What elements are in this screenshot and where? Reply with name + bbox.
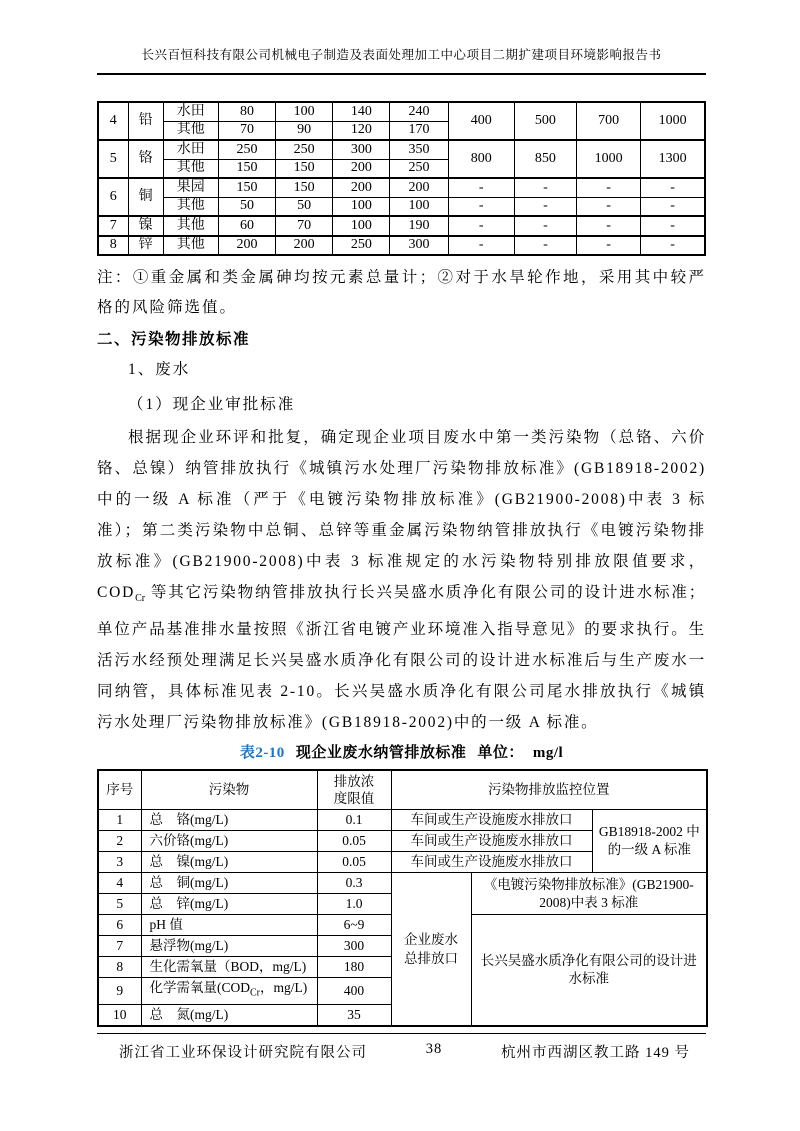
table-row [98,140,705,159]
col-header-location: 污染物排放监控位置 [391,770,707,810]
row-no: 9 [98,978,141,1005]
table-row [98,236,705,256]
row-no: 3 [98,852,141,873]
value-cell: 200 [333,178,390,197]
monitor-location-outfall-cell [391,873,471,1026]
limit-cell: 0.05 [317,831,391,852]
value-cell: - [641,178,705,197]
value-cell: - [514,178,576,197]
value-cell: - [577,236,641,256]
limit-cell: 0.05 [317,852,391,873]
monitor-location-cell: 车间或生产设施废水排放口 [391,831,592,852]
value-cell: 100 [333,216,390,236]
value-cell: 850 [514,140,576,178]
value-cell: 250 [218,140,275,159]
unit-value: mg/l [532,745,564,762]
value-cell: 1000 [641,102,705,140]
subsection-approval-standard: （1）现企业审批标准 [128,396,296,413]
value-cell: 250 [276,140,333,159]
cod-subscript: Cr [135,593,146,605]
land-type: 其他 [163,197,218,216]
limit-cell: 1.0 [317,894,391,915]
value-cell: 50 [218,197,275,216]
value-cell: 1000 [577,140,641,178]
land-type: 其他 [163,121,218,140]
metal-name: 铅 [128,102,163,140]
subsection-wastewater: 1、废水 [128,361,191,378]
row-no: 4 [98,102,128,140]
limit-cell: 0.1 [317,810,391,831]
value-cell: 70 [276,216,333,236]
footer-address: 杭州市西湖区教工路 149 号 [501,1045,690,1061]
value-cell: 200 [276,236,333,256]
standard-cell-gb18918: GB18918-2002 中的一级 A 标准 [592,810,707,873]
pollutant-cell [141,978,317,1005]
value-cell: 120 [333,121,390,140]
col-header-pollutant: 污染物 [141,770,317,810]
document-header-title: 长兴百恒科技有限公司机械电子制造及表面处理加工中心项目二期扩建项目环境影响报告书 [141,48,662,62]
table-row [98,178,705,197]
value-cell: - [448,236,514,256]
value-cell: 150 [276,178,333,197]
value-cell: - [448,216,514,236]
value-cell: 90 [276,121,333,140]
pollutant-cell: 悬浮物(mg/L) [141,936,317,957]
value-cell: - [514,216,576,236]
value-cell: 150 [276,159,333,178]
discharge-standards-table [97,769,708,1027]
paragraph-text-1: 根据现企业环评和批复，确定现企业项目废水中第一类污染物（总铬、六价铬、总镍）纳管排放执行《城镇污水处理厂污染物排放标准》(GB18918-2002)中的一级 A 标准（严于《电镀污染物排放标准》(GB21900-2008)中表 3 标准）；第二类污染物中总铜、总锌等重金属污染物纳管排放执行《电镀污染物排放标准》(GB21900-2008)中表 3 标准规定的水污染物特别排放限值要求，COD [97,429,706,601]
row-no: 1 [98,810,141,831]
value-cell: 150 [218,159,275,178]
value-cell: - [641,216,705,236]
land-type: 果园 [163,178,218,197]
value-cell: 60 [218,216,275,236]
row-no: 5 [98,894,141,915]
limit-cell: 300 [317,936,391,957]
land-type: 水田 [163,140,218,159]
value-cell: - [448,178,514,197]
pollutant-cell: 总 铜(mg/L) [141,873,317,894]
metal-name: 铜 [128,178,163,216]
limit-cell: 35 [317,1004,391,1026]
value-cell: - [577,216,641,236]
row-no: 5 [98,140,128,178]
monitor-location-cell: 车间或生产设施废水排放口 [391,852,592,873]
header-row [98,770,707,810]
table-row [98,810,707,831]
table-note: 注：①重金属和类金属砷均按元素总量计；②对于水旱轮作地，采用其中较严格的风险筛选值。 [97,269,706,316]
cod-subscript: Cr [250,987,260,999]
pollutant-cell: 总 铬(mg/L) [141,810,317,831]
table-2-10-title [97,741,706,765]
metal-name: 锌 [128,236,163,256]
value-cell: - [577,178,641,197]
value-cell: 200 [218,236,275,256]
table-row [98,873,707,894]
row-no: 6 [98,178,128,216]
soil-screening-table [97,101,706,256]
row-no: 8 [98,236,128,256]
value-cell: 150 [218,178,275,197]
value-cell: 100 [390,197,448,216]
pollutant-cell: 生化需氧量（BOD，mg/L) [141,957,317,978]
pollutant-cell: 总 氮(mg/L) [141,1004,317,1026]
document-footer [97,1033,706,1062]
value-cell: 300 [390,236,448,256]
col-header-no: 序号 [98,770,141,810]
value-cell: - [641,197,705,216]
footer-company: 浙江省工业环保设计研究院有限公司 [119,1045,367,1061]
table-row [98,197,705,216]
standard-cell-wusheng: 长兴吴盛水质净化有限公司的设计进水标准 [471,915,707,1026]
monitor-location-cell: 车间或生产设施废水排放口 [391,810,592,831]
value-cell: 80 [218,102,275,121]
value-cell: 100 [333,197,390,216]
value-cell: 350 [390,140,448,159]
value-cell: 250 [390,159,448,178]
page-content [97,0,706,1027]
row-no: 4 [98,873,141,894]
value-cell: - [514,236,576,256]
pollutant-text-2: ，mg/L) [260,980,308,996]
metal-name: 铬 [128,140,163,178]
row-no: 7 [98,936,141,957]
value-cell: 200 [333,159,390,178]
value-cell: - [514,197,576,216]
value-cell: 200 [390,178,448,197]
value-cell: 500 [514,102,576,140]
value-cell: 300 [333,140,390,159]
pollutant-text-1: 化学需氧量(COD [149,980,250,996]
value-cell: 400 [448,102,514,140]
value-cell: 800 [448,140,514,178]
col-header-limit [317,770,391,810]
value-cell: 70 [218,121,275,140]
value-cell: 1300 [641,140,705,178]
value-cell: 170 [390,121,448,140]
value-cell: - [448,197,514,216]
table-row [98,216,705,236]
standard-cell-gb21900: 《电镀污染物排放标准》(GB21900-2008)中表 3 标准 [471,873,707,915]
value-cell: 250 [333,236,390,256]
row-no: 2 [98,831,141,852]
unit-label: 单位： [477,745,524,762]
pollutant-cell: pH 值 [141,915,317,936]
row-no: 10 [98,1004,141,1026]
limit-header-text: 排放浓度限值 [333,774,375,807]
value-cell: 50 [276,197,333,216]
pollutant-cell: 六价铬(mg/L) [141,831,317,852]
section-heading: 二、污染物排放标准 [97,331,251,348]
value-cell: - [577,197,641,216]
limit-cell: 400 [317,978,391,1005]
header-rule [97,73,706,75]
value-cell: 240 [390,102,448,121]
table-name: 现企业废水纳管排放标准 [295,745,467,762]
table-label: 表2-10 [239,745,285,762]
paragraph-text-2: 等其它污染物纳管排放执行长兴吴盛水质净化有限公司的设计进水标准；单位产品基准排水量按照《浙江省电镀产业环境准入指导意见》的要求执行。生活污水经预处理满足长兴吴盛水质净化有限公司的设计进水标准后与生产废水一同纳管，具体标准见表 2-10。长兴吴盛水质净化有限公司尾水排放执行《城镇污水处理厂污染物排放标准》(GB18918-2002)中的一级 A 标准。 [97,584,706,732]
metal-name: 镍 [128,216,163,236]
limit-cell: 6~9 [317,915,391,936]
row-no: 6 [98,915,141,936]
row-no: 8 [98,957,141,978]
value-cell: - [641,236,705,256]
row-no: 7 [98,216,128,236]
land-type: 其他 [163,159,218,178]
limit-cell: 0.3 [317,873,391,894]
outfall-text: 企业废水总排放口 [403,931,458,966]
pollutant-cell: 总 锌(mg/L) [141,894,317,915]
table-row [98,102,705,121]
value-cell: 190 [390,216,448,236]
body-paragraph [97,422,706,738]
limit-cell: 180 [317,957,391,978]
land-type: 其他 [163,236,218,256]
land-type: 其他 [163,216,218,236]
pollutant-cell: 总 镍(mg/L) [141,852,317,873]
footer-page-number: 38 [425,1041,443,1057]
value-cell: 100 [276,102,333,121]
land-type: 水田 [163,102,218,121]
value-cell: 140 [333,102,390,121]
value-cell: 700 [577,102,641,140]
